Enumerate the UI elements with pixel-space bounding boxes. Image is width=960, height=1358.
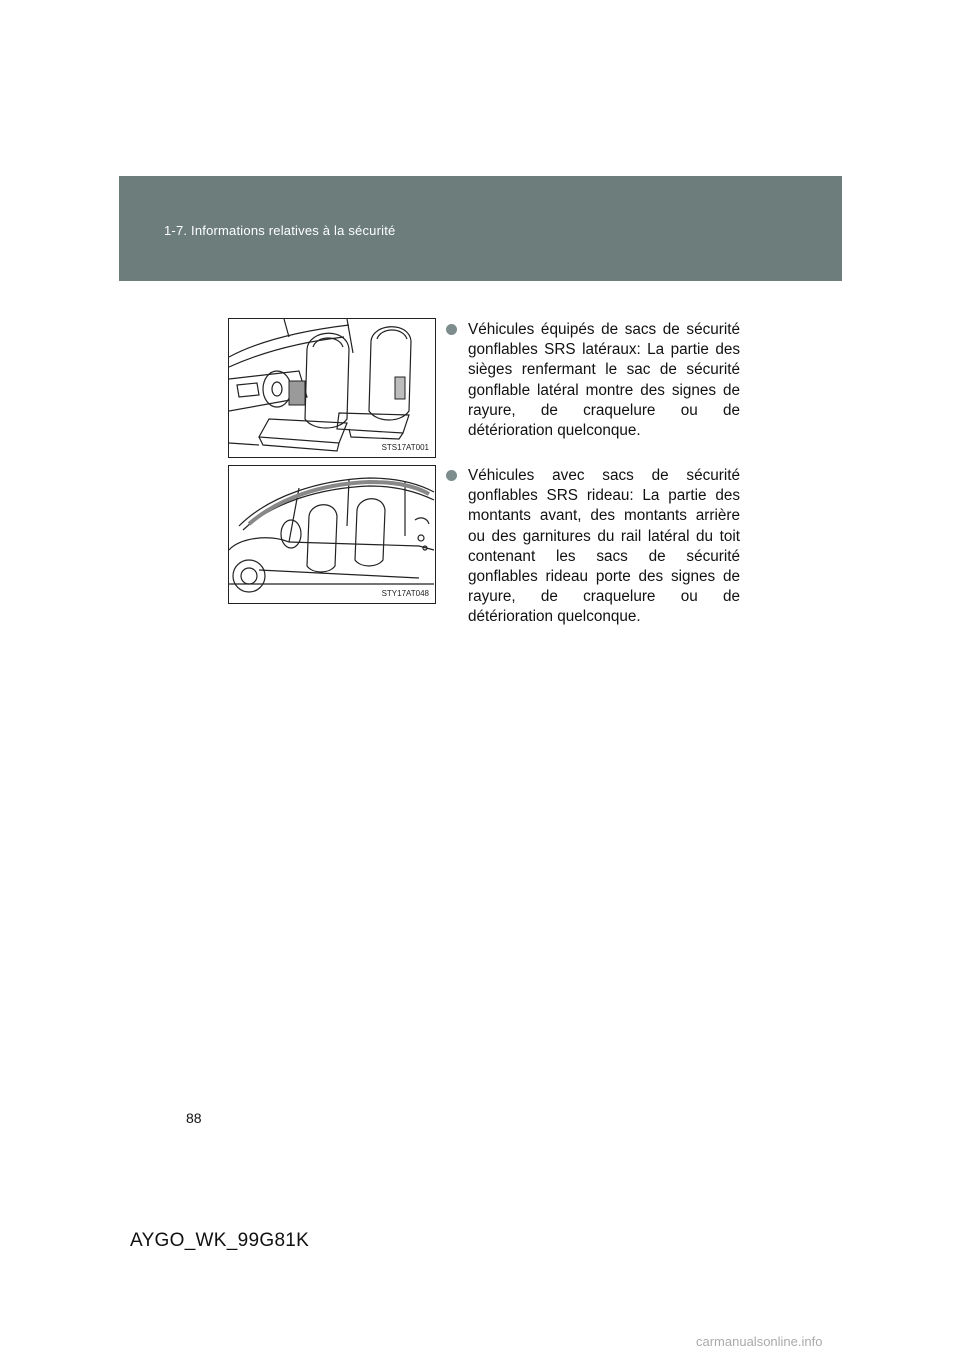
list-item-text: Véhicules équipés de sacs de sécurité gonflables SRS latéraux: La partie des sièges renfermant le sac de sécurité gonflable latéral montre des signes de rayure, de craquelure ou de détérioration quelconque.: [468, 321, 740, 440]
list-item: [446, 320, 740, 441]
bullet-icon: [446, 470, 457, 481]
page-number: 88: [186, 1110, 202, 1126]
section-header-band: [119, 176, 842, 281]
figure-code: STY17AT048: [381, 589, 429, 598]
car-curtain-airbag-icon: [229, 466, 435, 603]
list-item-text: Véhicules avec sacs de sécurité gonflables SRS rideau: La partie des montants avant, des montants arrière ou des garnitures du rail latéral du toit contenant les sacs de sécurité gonflables rideau porte des signes de rayure, de craquelure ou de détérioration quelconque.: [468, 467, 740, 626]
figure-code: STS17AT001: [381, 443, 429, 452]
front-seats-side-airbag-icon: [229, 319, 435, 457]
section-title: 1-7. Informations relatives à la sécurité: [164, 223, 396, 238]
watermark: carmanualsonline.info: [696, 1334, 823, 1349]
side-airbag-figure: [228, 318, 436, 458]
list-item: [446, 466, 740, 628]
document-code: AYGO_WK_99G81K: [130, 1230, 310, 1251]
curtain-airbag-figure: [228, 465, 436, 604]
bullet-icon: [446, 324, 457, 335]
